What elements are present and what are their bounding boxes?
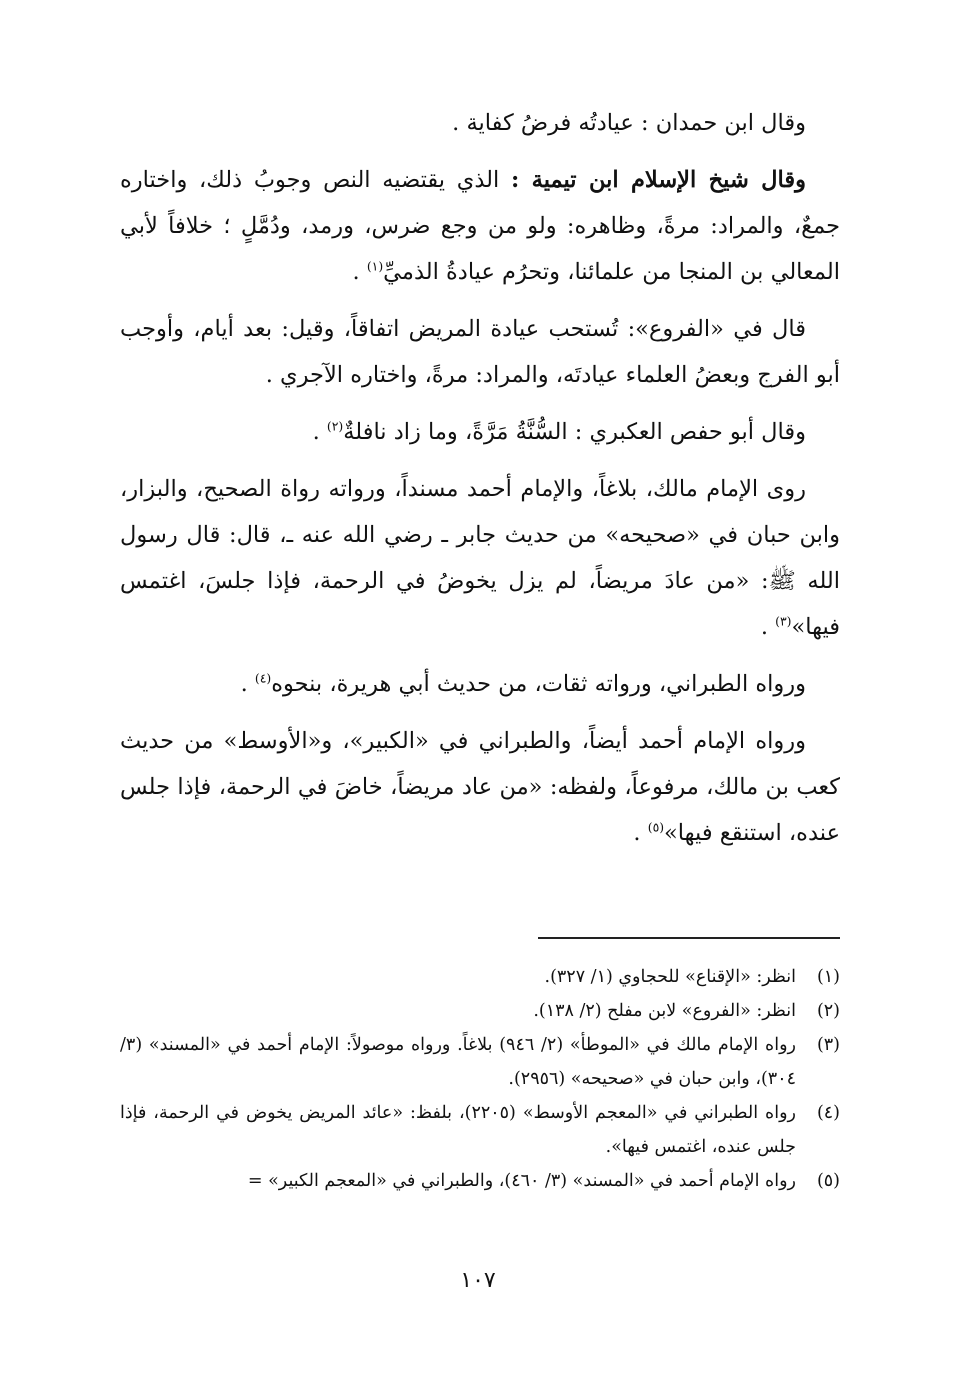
footnote-number: (٢) — [816, 1001, 840, 1021]
footnote-separator — [538, 937, 840, 939]
paragraph-5-text: روى الإمام مالك، بلاغاً، والإمام أحمد مسنداً، ورواته رواة الصحيح، والبزار، وابن حبان في «صحيحه» من حديث جابر ـ رضي الله عنه ـ، قال: قال رسول الله ﷺ: «من عادَ مريضاً، لم يزل يخوضُ في الرحمة، فإذا جلسَ، اغتمس فيها» — [120, 476, 840, 640]
paragraph-2-lead: وقال شيخ الإسلام ابن تيمية : — [510, 167, 806, 193]
paragraph-2-text: الذي يقتضيه النص وجوبُ ذلك، واختاره جمعٌ، والمراد: مرةً، وظاهره: ولو من وجع ضرس، ورمد، ودُمَّلٍ ؛ خلافاً لأبي المعالي بن المنجا من علمائنا، وتحرُم عيادةُ الذميِّ — [120, 167, 840, 285]
paragraph-1-text: وقال ابن حمدان : عيادتُه فرضُ كفاية . — [452, 110, 806, 136]
footnote-number: (٣) — [816, 1035, 840, 1055]
paragraph-4 — [120, 409, 840, 455]
paragraph-5-end: . — [760, 614, 776, 640]
footnote-text: رواه الإمام مالك في «الموطأ» (٢/ ٩٤٦) بلاغاً. ورواه موصولاً: الإمام أحمد في «المسند» (٣/ ٣٠٤)، وابن حبان في «صحيحه» (٢٩٥٦). — [120, 1035, 796, 1089]
footnote — [120, 1164, 840, 1198]
footnote-number: (٤) — [816, 1103, 840, 1123]
footnote-ref-4: (٤) — [254, 671, 272, 686]
paragraph-2 — [120, 157, 840, 295]
footnote — [120, 1028, 840, 1096]
paragraph-3-text: قال في «الفروع»: تُستحب عيادة المريض اتفاقاً، وقيل: بعد أيام، وأوجب أبو الفرج وبعضُ العلماء عيادتَه، والمراد: مرةً، واختاره الآجري . — [120, 316, 840, 388]
footnote-ref-5: (٥) — [647, 820, 665, 835]
paragraph-4-end: . — [312, 419, 327, 445]
footnote-text: انظر: «الفروع» لابن مفلح (٢/ ١٣٨). — [533, 1001, 796, 1021]
paragraph-3 — [120, 306, 840, 398]
footnote — [120, 960, 840, 994]
footnote-ref-3: (٣) — [775, 614, 792, 629]
footnotes — [120, 960, 840, 1198]
paragraph-6-text: ورواه الطبراني، ورواته ثقات، من حديث أبي هريرة، بنحوه — [271, 671, 806, 697]
footnote-text: انظر: «الإقناع» للحجاوي (١/ ٣٢٧). — [544, 967, 796, 987]
paragraph-7 — [120, 718, 840, 856]
paragraph-7-text: ورواه الإمام أحمد أيضاً، والطبراني في «الكبير»، و«الأوسط» من حديث كعب بن مالك، مرفوعاً، ولفظه: «من عاد مريضاً، خاضَ في الرحمة، فإذا جلس عنده، استنقع فيها» — [120, 728, 840, 846]
page-number: ١٠٧ — [460, 1268, 496, 1293]
paragraph-4-text: وقال أبو حفص العكبري : السُّنَّةُ مَرَّةً، وما زاد نافلةٌ — [343, 419, 806, 445]
paragraph-7-end: . — [633, 820, 648, 846]
footnote-number: (٥) — [816, 1171, 840, 1191]
paragraph-6 — [120, 661, 840, 707]
footnote-ref-2: (٢) — [326, 419, 344, 434]
footnote-ref-1: (١) — [366, 259, 384, 274]
footnote — [120, 1096, 840, 1164]
footnote-number: (١) — [816, 967, 840, 987]
paragraph-6-end: . — [240, 671, 255, 697]
paragraph-5 — [120, 466, 840, 650]
main-text — [120, 100, 840, 867]
footnote-text: رواه الطبراني في «المعجم الأوسط» (٢٢٠٥)، بلفظ: «عائد المريض يخوض في الرحمة، فإذا جلس عنده، اغتمس فيها». — [120, 1103, 796, 1157]
footnote — [120, 994, 840, 1028]
paragraph-2-end: . — [352, 259, 367, 285]
footnote-text: رواه الإمام أحمد في «المسند» (٣/ ٤٦٠)، والطبراني في «المعجم الكبير» = — [247, 1171, 796, 1191]
paragraph-1 — [120, 100, 840, 146]
